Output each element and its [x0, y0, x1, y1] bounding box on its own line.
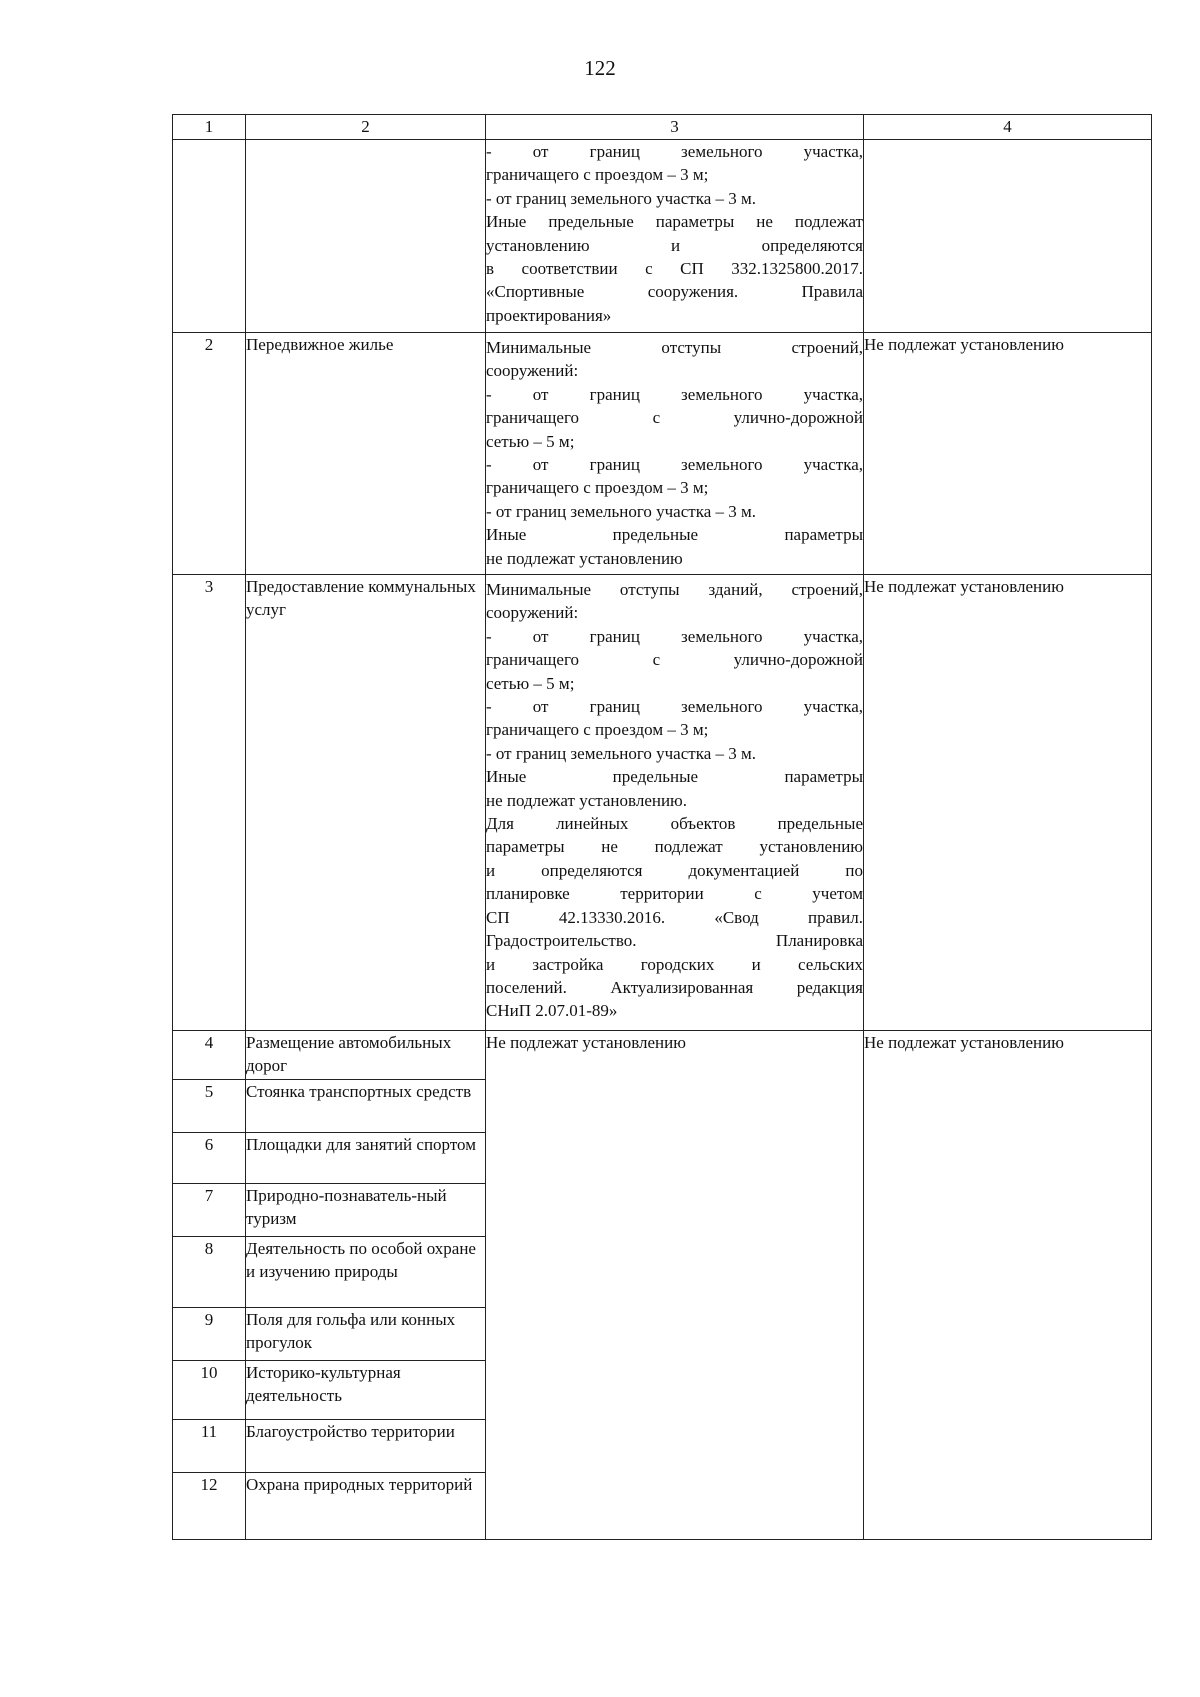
- row-number: 5: [173, 1080, 246, 1133]
- row-number: 7: [173, 1184, 246, 1237]
- parameters-cell: [486, 140, 864, 333]
- text-line: сооружений:: [486, 603, 579, 623]
- text-line: Минимальные отступы зданий, строений,: [486, 580, 863, 599]
- merged-limits-cell: Не подлежат установлению: [864, 1031, 1152, 1540]
- text-line: установлению и определяются: [486, 235, 863, 255]
- use-type-name: [246, 140, 486, 333]
- row-number: 8: [173, 1237, 246, 1308]
- text-line: в соответствии с СП 332.1325800.2017.: [486, 259, 863, 279]
- use-type-name: Природно-познаватель-ный туризм: [246, 1184, 486, 1237]
- text-line: - от границ земельного участка,: [486, 455, 863, 475]
- use-type-name: Историко-культурная деятельность: [246, 1361, 486, 1420]
- column-header: 2: [246, 115, 486, 140]
- table-row: [173, 333, 1152, 575]
- row-number: 12: [173, 1473, 246, 1540]
- text-line: граничащего с проездом – 3 м;: [486, 720, 709, 740]
- use-type-name: Деятельность по особой охране и изучению природы: [246, 1237, 486, 1308]
- text-line: не подлежат установлению.: [486, 790, 688, 810]
- text-line: не подлежат установлению: [486, 548, 683, 568]
- use-type-name: Площадки для занятий спортом: [246, 1133, 486, 1184]
- merged-parameters-cell: Не подлежат установлению: [486, 1031, 864, 1540]
- text-line: - от границ земельного участка – 3 м.: [486, 743, 756, 763]
- text-line: - от границ земельного участка – 3 м.: [486, 501, 756, 521]
- use-type-name: Предоставление коммунальных услуг: [246, 575, 486, 1031]
- text-line: планировке территории с учетом: [486, 884, 863, 904]
- row-number: 6: [173, 1133, 246, 1184]
- table-header-row: [173, 115, 1152, 140]
- row-number: 2: [173, 333, 246, 575]
- text-line: граничащего с проездом – 3 м;: [486, 478, 709, 498]
- table-row: [173, 575, 1152, 1031]
- text-line: граничащего с улично-дорожной: [486, 650, 863, 670]
- column-header: 1: [173, 115, 246, 140]
- text-line: параметры не подлежат установлению: [486, 837, 863, 857]
- use-type-name: Стоянка транспортных средств: [246, 1080, 486, 1133]
- use-type-name: Поля для гольфа или конных прогулок: [246, 1308, 486, 1361]
- text-line: Иные предельные параметры не подлежат: [486, 212, 863, 232]
- use-type-name: Размещение автомобильных дорог: [246, 1031, 486, 1080]
- text-line: - от границ земельного участка,: [486, 142, 863, 161]
- text-line: сетью – 5 м;: [486, 673, 575, 693]
- column-header: 3: [486, 115, 864, 140]
- text-line: граничащего с улично-дорожной: [486, 408, 863, 428]
- regulations-table: [172, 114, 1152, 1540]
- use-type-name: Охрана природных территорий: [246, 1473, 486, 1540]
- text-line: СП 42.13330.2016. «Свод правил.: [486, 907, 863, 927]
- text-line: - от границ земельного участка – 3 м.: [486, 188, 756, 208]
- parameters-cell: [486, 575, 864, 1031]
- row-number: 9: [173, 1308, 246, 1361]
- row-number: [173, 140, 246, 333]
- text-line: Градостроительство. Планировка: [486, 931, 863, 951]
- parameters-cell: [486, 333, 864, 575]
- use-type-name: Передвижное жилье: [246, 333, 486, 575]
- text-line: и определяются документацией по: [486, 860, 863, 880]
- row-number: 3: [173, 575, 246, 1031]
- text-line: Минимальные отступы строений,: [486, 338, 863, 357]
- text-line: поселений. Актуализированная редакция: [486, 977, 863, 997]
- text-line: Иные предельные параметры: [486, 767, 863, 787]
- limits-cell: Не подлежат установлению: [864, 333, 1152, 575]
- text-line: Иные предельные параметры: [486, 525, 863, 545]
- text-line: проектирования»: [486, 305, 612, 325]
- text-line: - от границ земельного участка,: [486, 384, 863, 404]
- text-line: сетью – 5 м;: [486, 431, 575, 451]
- use-type-name: Благоустройство территории: [246, 1420, 486, 1473]
- text-line: Для линейных объектов предельные: [486, 814, 863, 834]
- table-row: [173, 140, 1152, 333]
- column-header: 4: [864, 115, 1152, 140]
- text-line: граничащего с проездом – 3 м;: [486, 165, 709, 185]
- text-line: «Спортивные сооружения. Правила: [486, 282, 863, 302]
- row-number: 4: [173, 1031, 246, 1080]
- limits-cell: [864, 140, 1152, 333]
- row-number: 11: [173, 1420, 246, 1473]
- text-line: СНиП 2.07.01-89»: [486, 1001, 618, 1021]
- text-line: сооружений:: [486, 361, 579, 381]
- table-row: [173, 1031, 1152, 1080]
- text-line: - от границ земельного участка,: [486, 626, 863, 646]
- text-line: - от границ земельного участка,: [486, 697, 863, 717]
- text-line: и застройка городских и сельских: [486, 954, 863, 974]
- limits-cell: Не подлежат установлению: [864, 575, 1152, 1031]
- row-number: 10: [173, 1361, 246, 1420]
- page-number: 122: [584, 56, 616, 80]
